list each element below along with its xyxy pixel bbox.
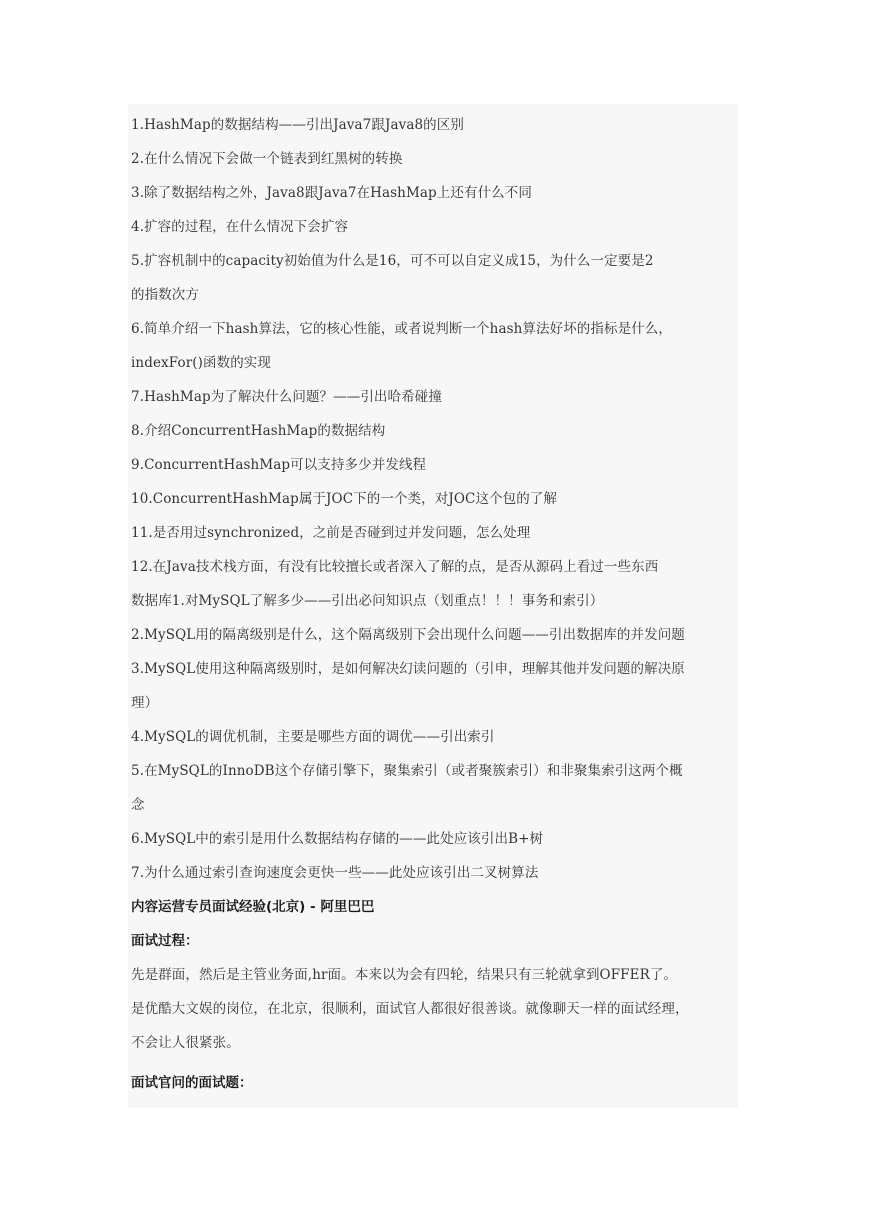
list-item: 8.介绍ConcurrentHashMap的数据结构	[131, 423, 386, 439]
database-question-list	[128, 584, 738, 890]
list-item: 的指数次方	[131, 287, 199, 303]
list-item: 3.除了数据结构之外，Java8跟Java7在HashMap上还有什么不同	[131, 185, 532, 201]
process-heading: 面试过程：	[131, 933, 199, 949]
list-item: 6.简单介绍一下hash算法，它的核心性能，或者说判断一个hash算法好坏的指标是什么，	[131, 321, 673, 337]
process-paragraph	[128, 958, 738, 1060]
list-item: 3.MySQL使用这种隔离级别时，是如何解决幻读问题的（引申，理解其他并发问题的解决原	[131, 661, 685, 677]
list-item: 念	[131, 797, 145, 813]
list-item: 4.MySQL的调优机制，主要是哪些方面的调优——引出索引	[131, 729, 495, 745]
list-item: 9.ConcurrentHashMap可以支持多少并发线程	[131, 457, 427, 473]
paragraph-line: 不会让人很紧张。	[131, 1035, 240, 1051]
list-item: 11.是否用过synchronized，之前是否碰到过并发问题，怎么处理	[131, 525, 531, 541]
list-item: 5.在MySQL的InnoDB这个存储引擎下，聚集索引（或者聚簇索引）和非聚集索引这两个概	[131, 763, 683, 779]
list-item: 12.在Java技术栈方面，有没有比较擅长或者深入了解的点，是否从源码上看过一些东西	[131, 559, 659, 575]
list-item: 7.HashMap为了解决什么问题？——引出哈希碰撞	[131, 389, 442, 405]
list-item: 10.ConcurrentHashMap属于JOC下的一个类，对JOC这个包的了解	[131, 491, 558, 507]
questions-heading: 面试官问的面试题：	[131, 1075, 253, 1091]
list-item: 4.扩容的过程，在什么情况下会扩容	[131, 219, 349, 235]
list-item: 理）	[131, 695, 159, 711]
list-item: indexFor()函数的实现	[131, 355, 271, 371]
list-item: 1.HashMap的数据结构——引出Java7跟Java8的区别	[131, 117, 464, 133]
list-item: 2.在什么情况下会做一个链表到红黑树的转换	[131, 151, 403, 167]
java-question-list	[128, 108, 738, 584]
list-item: 数据库1.对MySQL了解多少——引出必问知识点（划重点！！！事务和索引）	[131, 593, 604, 609]
list-item: 6.MySQL中的索引是用什么数据结构存储的——此处应该引出B+树	[131, 831, 544, 847]
list-item: 2.MySQL用的隔离级别是什么，这个隔离级别下会出现什么问题——引出数据库的并发问题	[131, 627, 685, 643]
document-body	[128, 104, 738, 1108]
paragraph-line: 先是群面，然后是主管业务面,hr面。本来以为会有四轮，结果只有三轮就拿到OFFER了。	[131, 967, 678, 983]
list-item: 7.为什么通过索引查询速度会更快一些——此处应该引出二叉树算法	[131, 865, 539, 881]
list-item: 5.扩容机制中的capacity初始值为什么是16，可不可以自定义成15，为什么一定要是2	[131, 253, 654, 269]
paragraph-line: 是优酷大文娱的岗位，在北京，很顺利，面试官人都很好很善谈。就像聊天一样的面试经理，	[131, 1001, 689, 1017]
section-title: 内容运营专员面试经验(北京) - 阿里巴巴	[131, 899, 375, 915]
